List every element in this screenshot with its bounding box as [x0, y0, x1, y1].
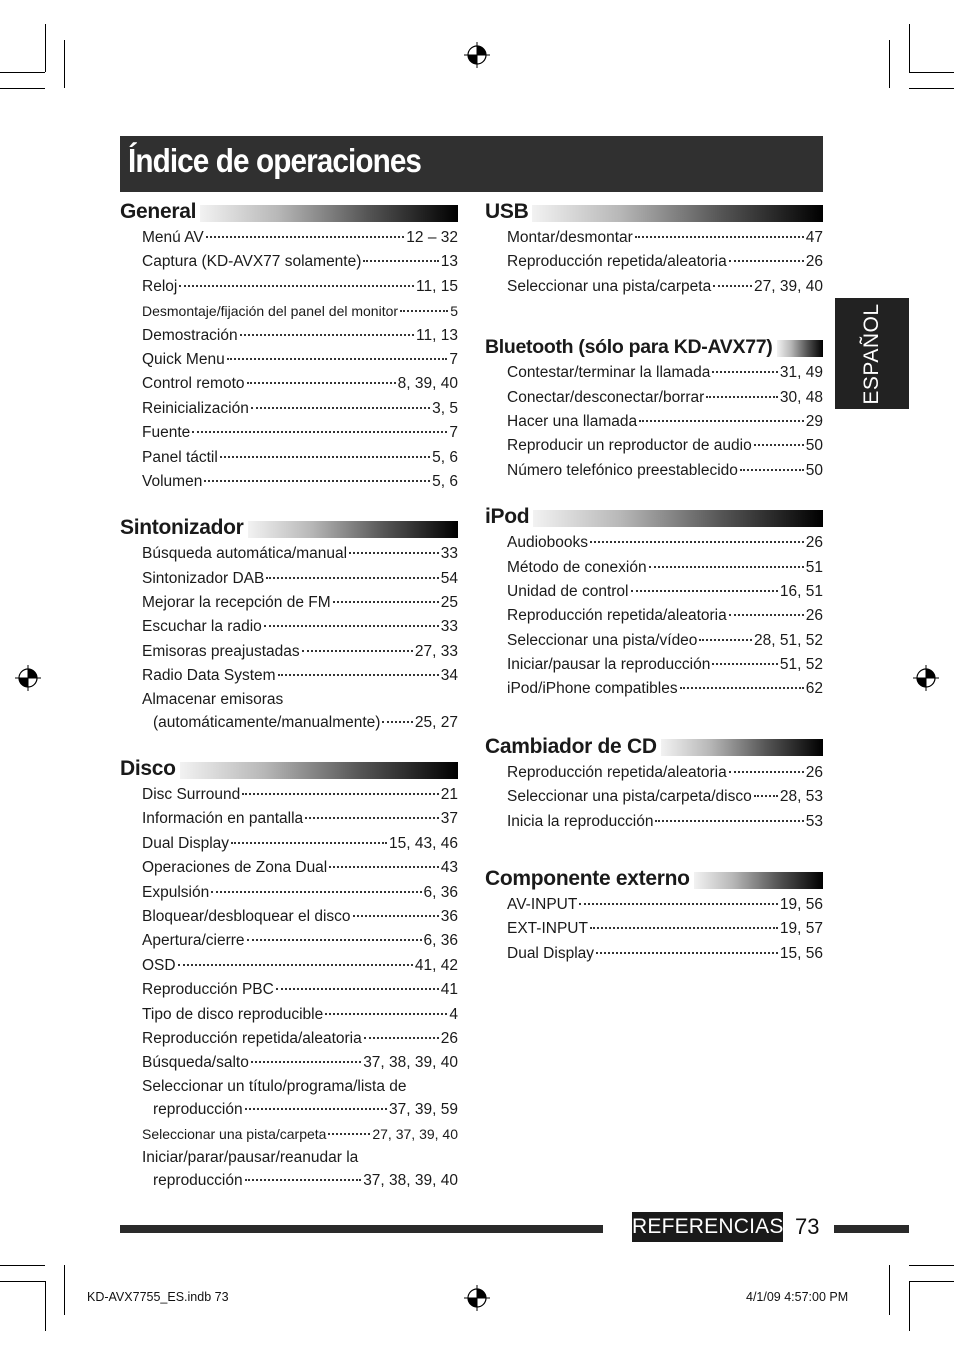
- section-componente-externo: [485, 865, 823, 966]
- index-entry: [142, 954, 458, 978]
- entry-continuation: [142, 711, 458, 735]
- entry-name: (automáticamente/manualmente): [153, 713, 381, 731]
- entry-pages: 47: [805, 229, 823, 246]
- heading-gradient-bar: [200, 205, 458, 222]
- entry-pages: 62: [805, 680, 823, 698]
- crop-mark: [64, 40, 65, 88]
- entry-pages: 6, 36: [423, 932, 458, 950]
- entry-name: Reproducción repetida/aleatoria: [507, 763, 727, 781]
- index-entry: [507, 531, 823, 555]
- entry-pages: 30, 48: [779, 388, 823, 406]
- entry-name: Reproducción repetida/aleatoria: [507, 607, 727, 625]
- entry-name: Tipo de disco reproducible: [142, 1005, 324, 1023]
- index-entry: [507, 410, 823, 434]
- entry-name: Número telefónico preestablecido: [507, 461, 738, 479]
- crop-mark: [0, 88, 45, 89]
- section-usb: [485, 198, 823, 299]
- entry-name: Captura (KD-AVX77 solamente): [142, 253, 362, 271]
- entry-pages: 43: [440, 859, 458, 877]
- entry-name: Seleccionar una pista/carpeta/disco: [507, 788, 752, 806]
- section-heading-label: Disco: [120, 757, 176, 781]
- dot-leader: [251, 407, 430, 409]
- dot-leader: [333, 601, 439, 603]
- index-entry: [142, 348, 458, 372]
- dot-leader: [245, 1179, 362, 1181]
- entry-pages: 3, 5: [432, 399, 458, 417]
- entry-name: Emisoras preajustadas: [142, 642, 300, 660]
- index-entry: [142, 567, 458, 591]
- entry-name: Dual Display: [142, 834, 230, 852]
- entry-name: Disc Surround: [142, 786, 241, 804]
- entry-pages: 37, 38, 39, 40: [363, 1054, 458, 1072]
- entry-pages: 26: [440, 1029, 458, 1047]
- index-entry: [142, 542, 458, 566]
- section-heading-label: Cambiador de CD: [485, 734, 657, 758]
- entry-name: Escuchar la radio: [142, 618, 262, 636]
- entry-name: Apertura/cierre: [142, 932, 245, 950]
- index-entry: [142, 978, 458, 1002]
- section-heading-label: iPod: [485, 505, 530, 529]
- entry-continuation: [142, 1169, 458, 1193]
- dot-leader: [639, 420, 804, 422]
- section-heading-label: Sintonizador: [120, 516, 244, 540]
- dot-leader: [729, 260, 804, 262]
- dot-leader: [713, 285, 752, 287]
- section-disco: [120, 755, 458, 1193]
- crop-mark: [889, 40, 890, 88]
- entry-list: [485, 893, 823, 966]
- entry-pages: 27, 37, 39, 40: [372, 1126, 458, 1143]
- index-entry: [507, 459, 823, 483]
- entry-pages: 15, 56: [779, 944, 823, 962]
- index-entry: [142, 856, 458, 880]
- entry-name: Reproducción repetida/aleatoria: [507, 253, 727, 271]
- index-entry: [142, 372, 458, 396]
- heading-gradient-bar: [777, 340, 824, 357]
- entry-pages: 50: [805, 437, 823, 455]
- index-entry: [142, 664, 458, 688]
- dot-leader: [754, 444, 804, 446]
- index-entry: [142, 905, 458, 929]
- dot-leader: [635, 236, 804, 238]
- dot-leader: [206, 236, 405, 238]
- entry-pages: 27, 39, 40: [754, 277, 823, 295]
- footer-rule: [834, 1225, 909, 1233]
- entry-name: Dual Display: [507, 944, 595, 962]
- section-heading: [485, 503, 823, 531]
- index-entry: [142, 250, 458, 274]
- index-entry: [507, 226, 823, 250]
- entry-name: EXT-INPUT: [507, 920, 588, 938]
- dot-leader: [364, 1037, 439, 1039]
- index-entry: [507, 275, 823, 299]
- heading-gradient-bar: [694, 872, 823, 889]
- crop-mark: [909, 1281, 910, 1331]
- section-bluetooth: [485, 333, 823, 483]
- entry-name: Audiobooks: [507, 534, 589, 552]
- crop-mark: [909, 1265, 954, 1266]
- heading-gradient-bar: [248, 521, 458, 538]
- entry-name: Información en pantalla: [142, 810, 304, 828]
- index-entry: [142, 275, 458, 299]
- index-entry: [142, 324, 458, 348]
- dot-leader: [590, 927, 778, 929]
- section-heading-label: Bluetooth (sólo para KD-AVX77): [485, 335, 773, 358]
- entry-name: Fuente: [142, 424, 191, 442]
- index-entry: [507, 556, 823, 580]
- entry-name: Seleccionar un título/programa/lista de: [142, 1077, 407, 1095]
- section-heading: [485, 733, 823, 761]
- entry-pages: 6, 36: [423, 883, 458, 901]
- entry-name: Quick Menu: [142, 350, 225, 368]
- index-entry: [507, 810, 823, 834]
- index-entry: [142, 446, 458, 470]
- index-entry: [142, 397, 458, 421]
- registration-mark-icon: [913, 665, 939, 691]
- crop-mark: [909, 24, 910, 72]
- section-sintonizador: [120, 514, 458, 735]
- entry-pages: 5, 6: [432, 448, 458, 466]
- entry-name: Volumen: [142, 472, 203, 490]
- index-entry: [507, 893, 823, 917]
- registration-mark-icon: [464, 42, 490, 68]
- entry-name: iPod/iPhone compatibles: [507, 680, 678, 698]
- dot-leader: [220, 456, 430, 458]
- entry-group: [142, 542, 458, 688]
- dot-leader: [204, 480, 430, 482]
- entry-pages: 41, 42: [414, 956, 458, 974]
- entry-pages: 53: [805, 812, 823, 830]
- index-entry: [507, 434, 823, 458]
- entry-pages: 25, 27: [414, 713, 458, 731]
- entry-pages: 33: [440, 618, 458, 636]
- index-entry: [142, 591, 458, 615]
- dot-leader: [400, 310, 448, 312]
- entry-pages: 19, 56: [779, 896, 823, 914]
- dot-leader: [240, 334, 414, 336]
- dot-leader: [227, 358, 448, 360]
- entry-pages: 11, 13: [416, 326, 458, 344]
- entry-pages: 12 – 32: [406, 229, 458, 246]
- dot-leader: [729, 614, 804, 616]
- entry-name: Reinicialización: [142, 399, 249, 417]
- index-entry: [142, 1147, 458, 1193]
- entry-name: Seleccionar una pista/vídeo: [507, 631, 698, 649]
- index-entry: [142, 881, 458, 905]
- left-column: [120, 198, 458, 1193]
- dot-leader: [740, 469, 804, 471]
- entry-pages: 50: [805, 461, 823, 479]
- entry-name: Panel táctil: [142, 448, 218, 466]
- index-entry: [142, 1076, 458, 1122]
- entry-name: Búsqueda/salto: [142, 1054, 249, 1072]
- index-entry: [507, 604, 823, 628]
- entry-pages: 51: [805, 558, 823, 576]
- dot-leader: [596, 952, 778, 954]
- entry-pages: 25: [440, 594, 458, 612]
- entry-name: reproducción: [153, 1100, 243, 1118]
- dot-leader: [328, 1133, 370, 1135]
- entry-name: OSD: [142, 956, 176, 974]
- dot-leader: [699, 639, 752, 641]
- dot-leader: [579, 903, 778, 905]
- dot-leader: [349, 552, 439, 554]
- entry-pages: 33: [440, 545, 458, 563]
- dot-leader: [590, 541, 804, 543]
- dot-leader: [242, 793, 439, 795]
- heading-gradient-bar: [532, 205, 823, 222]
- dot-leader: [278, 674, 439, 676]
- dot-leader: [649, 566, 804, 568]
- slug-datetime: 4/1/09 4:57:00 PM: [746, 1290, 849, 1304]
- index-entry: [507, 917, 823, 941]
- entry-name: Operaciones de Zona Dual: [142, 859, 328, 877]
- index-entry: [142, 226, 458, 250]
- entry-pages: 37: [440, 810, 458, 828]
- crop-mark: [45, 1281, 46, 1331]
- section-heading: [120, 514, 458, 542]
- entry-pages: 7: [449, 424, 458, 442]
- dot-leader: [231, 842, 387, 844]
- entry-name: Contestar/terminar la llamada: [507, 364, 711, 382]
- crop-mark: [0, 1281, 45, 1282]
- section-heading: [485, 198, 823, 226]
- dot-leader: [211, 891, 421, 893]
- index-entry: [142, 807, 458, 831]
- entry-pages: 21: [440, 786, 458, 804]
- index-entry: [142, 832, 458, 856]
- dot-leader: [712, 663, 778, 665]
- dot-leader: [247, 382, 396, 384]
- index-entry: [507, 250, 823, 274]
- entry-name: Hacer una llamada: [507, 412, 638, 430]
- index-entry: [507, 677, 823, 701]
- entry-pages: 28, 53: [779, 788, 823, 806]
- entry-pages: 37, 38, 39, 40: [363, 1171, 458, 1189]
- index-entry: [142, 1051, 458, 1075]
- crop-mark: [45, 24, 46, 72]
- entry-pages: 31, 49: [779, 364, 823, 382]
- dot-leader: [706, 396, 778, 398]
- entry-pages: 36: [440, 907, 458, 925]
- entry-pages: 16, 51: [779, 582, 823, 600]
- entry-pages: 7: [449, 350, 458, 368]
- entry-name: Menú AV: [142, 229, 204, 246]
- crop-mark: [0, 1265, 45, 1266]
- entry-pages: 54: [440, 569, 458, 587]
- entry-name: Inicia la reproducción: [507, 812, 654, 830]
- entry-pages: 15, 43, 46: [389, 834, 458, 852]
- entry-pages: 13: [440, 253, 458, 271]
- dot-leader: [325, 1013, 447, 1015]
- heading-gradient-bar: [661, 739, 823, 756]
- dot-leader: [680, 687, 804, 689]
- crop-mark: [909, 1281, 954, 1282]
- entry-name: Búsqueda automática/manual: [142, 545, 348, 563]
- entry-pages: 8, 39, 40: [397, 375, 458, 393]
- heading-gradient-bar: [533, 510, 823, 527]
- index-entry: [142, 1027, 458, 1051]
- index-entry: [507, 580, 823, 604]
- crop-mark: [0, 72, 45, 73]
- index-entry: [142, 783, 458, 807]
- entry-name: Radio Data System: [142, 667, 276, 685]
- crop-mark: [909, 72, 954, 73]
- entry-name: Bloquear/desbloquear el disco: [142, 907, 351, 925]
- index-entry: [507, 653, 823, 677]
- index-entry: [507, 361, 823, 385]
- entry-name: reproducción: [153, 1171, 243, 1189]
- index-entry: [142, 421, 458, 445]
- dot-leader: [264, 625, 439, 627]
- entry-pages: 26: [805, 253, 823, 271]
- entry-name: Mejorar la recepción de FM: [142, 594, 331, 612]
- entry-pages: 51, 52: [779, 656, 823, 674]
- entry-list: [120, 226, 458, 494]
- index-entry: [507, 761, 823, 785]
- entry-group: [142, 783, 458, 1076]
- entry-name: Iniciar/parar/pausar/reanudar la: [142, 1148, 359, 1166]
- entry-name: Reproducción PBC: [142, 981, 274, 999]
- entry-list: [485, 761, 823, 834]
- index-entry: [507, 942, 823, 966]
- slug-filename: KD-AVX7755_ES.indb 73: [87, 1290, 229, 1304]
- section-heading: [485, 865, 823, 893]
- entry-name: Montar/desmontar: [507, 229, 633, 246]
- index-entry: [507, 785, 823, 809]
- entry-name: Reloj: [142, 277, 178, 295]
- entry-name: Almacenar emisoras: [142, 690, 284, 708]
- dot-leader: [754, 795, 778, 797]
- dot-leader: [729, 771, 804, 773]
- entry-pages: 27, 33: [414, 642, 458, 660]
- index-entry: [142, 1122, 458, 1146]
- index-entry: [142, 615, 458, 639]
- entry-list: [485, 531, 823, 702]
- footer-rule: [120, 1225, 603, 1233]
- entry-name: Reproducir un reproductor de audio: [507, 437, 752, 455]
- index-entry: [142, 299, 458, 323]
- section-heading: [120, 755, 458, 783]
- dot-leader: [329, 866, 438, 868]
- entry-pages: 19, 57: [779, 920, 823, 938]
- index-entry: [142, 640, 458, 664]
- entry-pages: 26: [805, 763, 823, 781]
- dot-leader: [251, 1061, 361, 1063]
- entry-name: AV-INPUT: [507, 896, 578, 914]
- crop-mark: [889, 1265, 890, 1315]
- entry-name: Conectar/desconectar/borrar: [507, 388, 705, 406]
- entry-pages: 41: [440, 981, 458, 999]
- entry-name: Reproducción repetida/aleatoria: [142, 1029, 362, 1047]
- crop-mark: [909, 88, 954, 89]
- entry-list: [120, 542, 458, 735]
- dot-leader: [382, 721, 412, 723]
- dot-leader: [247, 939, 422, 941]
- entry-pages: 26: [805, 607, 823, 625]
- section-general: [120, 198, 458, 494]
- language-tab: [835, 298, 909, 409]
- title-bar: [120, 136, 823, 192]
- entry-name: Método de conexión: [507, 558, 647, 576]
- index-entry: [507, 386, 823, 410]
- entry-list: [120, 783, 458, 1193]
- dot-leader: [178, 964, 413, 966]
- section-heading-label: Componente externo: [485, 867, 690, 891]
- entry-list: [485, 361, 823, 483]
- crop-mark: [64, 1265, 65, 1315]
- entry-pages: 29: [805, 412, 823, 430]
- entry-pages: 26: [805, 534, 823, 552]
- dot-leader: [192, 431, 447, 433]
- entry-name: Seleccionar una pista/carpeta: [142, 1126, 327, 1143]
- section-heading-label: USB: [485, 200, 529, 223]
- dot-leader: [266, 577, 438, 579]
- heading-gradient-bar: [180, 762, 458, 779]
- registration-mark-icon: [464, 1285, 490, 1311]
- index-entry: [507, 629, 823, 653]
- entry-pages: 5, 6: [432, 472, 458, 490]
- entry-continuation: [142, 1098, 458, 1122]
- entry-pages: 11, 15: [416, 277, 458, 295]
- section-heading-label: General: [120, 200, 197, 223]
- dot-leader: [631, 590, 778, 592]
- entry-pages: 4: [449, 1005, 458, 1023]
- entry-name: Expulsión: [142, 883, 210, 901]
- section-heading: [485, 333, 823, 361]
- dot-leader: [353, 915, 439, 917]
- index-entry: [142, 1003, 458, 1027]
- dot-leader: [276, 988, 439, 990]
- section-heading: [120, 198, 458, 226]
- page-title: Índice de operaciones: [128, 142, 422, 179]
- language-tab-label: ESPAÑOL: [860, 302, 883, 405]
- entry-pages: 28, 51, 52: [754, 631, 823, 649]
- dot-leader: [712, 371, 778, 373]
- dot-leader: [179, 285, 414, 287]
- registration-mark-icon: [15, 665, 41, 691]
- section-label: REFERENCIAS: [632, 1212, 783, 1242]
- entry-name: Iniciar/pausar la reproducción: [507, 656, 711, 674]
- right-column: [485, 198, 823, 966]
- entry-name: Desmontaje/fijación del panel del monitor: [142, 303, 399, 320]
- entry-name: Demostración: [142, 326, 238, 344]
- entry-pages: 37, 39, 59: [389, 1100, 458, 1118]
- index-entry: [142, 470, 458, 494]
- entry-name: Seleccionar una pista/carpeta: [507, 277, 712, 295]
- entry-pages: 5: [450, 303, 458, 320]
- entry-pages: 34: [440, 667, 458, 685]
- entry-name: Unidad de control: [507, 582, 629, 600]
- section-cambiador-cd: [485, 733, 823, 834]
- dot-leader: [245, 1108, 387, 1110]
- dot-leader: [363, 260, 438, 262]
- entry-name: Sintonizador DAB: [142, 569, 265, 587]
- index-entry: [142, 689, 458, 735]
- entry-list: [485, 226, 823, 299]
- section-ipod: [485, 503, 823, 702]
- page-number: 73: [795, 1214, 820, 1239]
- dot-leader: [305, 817, 439, 819]
- index-entry: [142, 929, 458, 953]
- entry-name: Control remoto: [142, 375, 245, 393]
- dot-leader: [655, 820, 803, 822]
- dot-leader: [302, 650, 413, 652]
